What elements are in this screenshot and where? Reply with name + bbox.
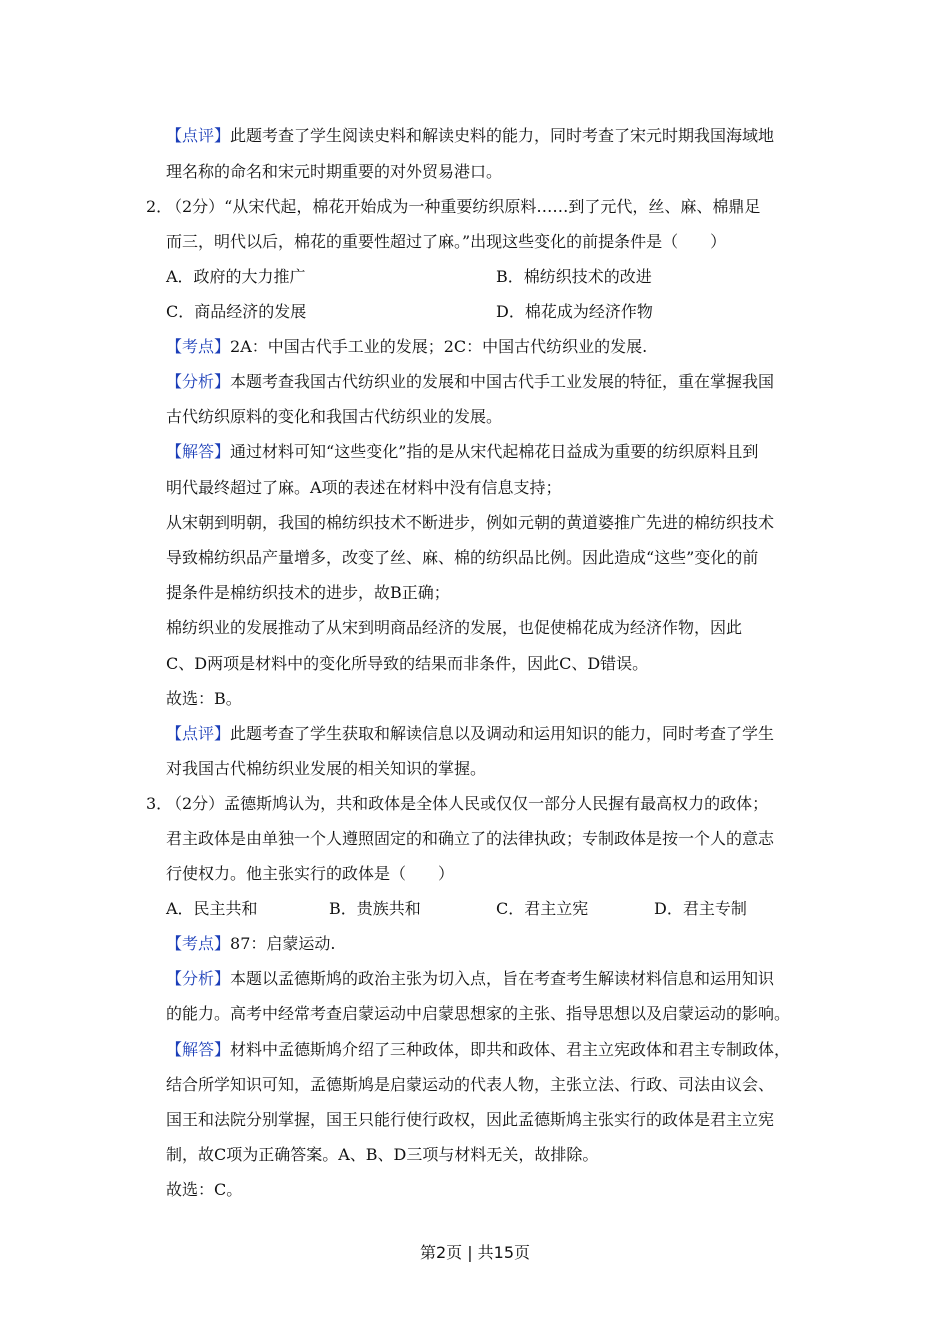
line-text: 通过材料可知“这些变化”指的是从宋代起棉花日益成为重要的纺织原料且到 [230, 442, 759, 461]
option-d: D．君主专制 [654, 899, 747, 918]
line-text: （2分）“从宋代起，棉花开始成为一种重要纺织原料……到了元代，丝、麻、棉鼎足 [166, 197, 761, 216]
section-line [166, 337, 816, 357]
line-text: C、D两项是材料中的变化所导致的结果而非条件，因此C、D错误。 [166, 654, 649, 673]
section-tag: 【分析】 [166, 372, 231, 391]
text-line [166, 1004, 816, 1024]
line-text: 的能力。高考中经常考查启蒙运动中启蒙思想家的主张、指导思想以及启蒙运动的影响。 [166, 1004, 791, 1023]
line-text: 故选：C。 [166, 1180, 243, 1199]
text-line [166, 1145, 816, 1165]
line-text: 结合所学知识可知，孟德斯鸠是启蒙运动的代表人物，主张立法、行政、司法由议会、 [166, 1075, 775, 1094]
section-line [166, 372, 816, 392]
line-text: 制，故C项为正确答案。A、B、D三项与材料无关，故排除。 [166, 1145, 599, 1164]
line-text: 行使权力。他主张实行的政体是（ ） [166, 864, 455, 883]
question-number: 2． [146, 197, 173, 216]
section-tag: 【点评】 [166, 724, 231, 743]
section-tag: 【分析】 [166, 969, 231, 988]
text-line [166, 548, 816, 568]
text-line [166, 513, 816, 533]
section-tag: 【考点】 [166, 934, 231, 953]
line-text: 故选：B。 [166, 689, 242, 708]
line-text: 对我国古代棉纺织业发展的相关知识的掌握。 [166, 759, 487, 778]
section-line [166, 724, 816, 744]
line-text: 87：启蒙运动. [230, 934, 336, 953]
line-text: 提条件是棉纺织技术的进步，故B正确； [166, 583, 450, 602]
section-line [166, 969, 816, 989]
text-line [166, 583, 816, 603]
text-line [166, 232, 816, 252]
line-text: 导致棉纺织品产量增多，改变了丝、麻、棉的纺织品比例。因此造成“这些”变化的前 [166, 548, 759, 567]
option-c: C．商品经济的发展 [166, 302, 307, 321]
option-b: B．贵族共和 [329, 899, 421, 918]
text-line [166, 1110, 816, 1130]
line-text: 从宋朝到明朝，我国的棉纺织技术不断进步，例如元朝的黄道婆推广先进的棉纺织技术 [166, 513, 775, 532]
page-footer: 第2页 | 共15页 [419, 1243, 531, 1262]
section-line [166, 442, 816, 462]
line-text: 明代最终超过了麻。A项的表述在材料中没有信息支持； [166, 478, 562, 497]
option-a: A．民主共和 [166, 899, 258, 918]
text-line [166, 689, 816, 709]
section-line [166, 1040, 816, 1060]
section-tag: 【点评】 [166, 126, 231, 145]
text-line [166, 407, 816, 427]
text-line [166, 864, 816, 884]
line-text: 材料中孟德斯鸠介绍了三种政体，即共和政体、君主立宪政体和君主专制政体， [230, 1040, 791, 1059]
line-text: 此题考查了学生阅读史料和解读史料的能力，同时考查了宋元时期我国海域地 [230, 126, 775, 145]
option-d: D．棉花成为经济作物 [496, 302, 653, 321]
line-text: 君主政体是由单独一个人遵照固定的和确立了的法律执政；专制政体是按一个人的意志 [166, 829, 775, 848]
text-line [166, 618, 816, 638]
text-line [166, 1075, 816, 1095]
line-text: 此题考查了学生获取和解读信息以及调动和运用知识的能力，同时考查了学生 [230, 724, 775, 743]
option-b: B．棉纺织技术的改进 [496, 267, 652, 286]
option-a: A．政府的大力推广 [166, 267, 306, 286]
section-tag: 【考点】 [166, 337, 231, 356]
section-tag: 【解答】 [166, 1040, 231, 1059]
question-line [146, 794, 816, 814]
line-text: （2分）孟德斯鸠认为，共和政体是全体人民或仅仅一部分人民握有最高权力的政体； [166, 794, 769, 813]
line-text: 国王和法院分别掌握，国王只能行使行政权，因此孟德斯鸠主张实行的政体是君主立宪 [166, 1110, 775, 1129]
line-text: 理名称的命名和宋元时期重要的对外贸易港口。 [166, 162, 503, 181]
section-tag: 【解答】 [166, 442, 231, 461]
text-line [166, 478, 816, 498]
text-line [166, 1180, 816, 1200]
line-text: 本题以孟德斯鸠的政治主张为切入点，旨在考查考生解读材料信息和运用知识 [230, 969, 775, 988]
line-text: 2A：中国古代手工业的发展；2C：中国古代纺织业的发展. [230, 337, 648, 356]
section-line [166, 126, 816, 146]
text-line [166, 162, 816, 182]
section-line [166, 934, 816, 954]
line-text: 古代纺织原料的变化和我国古代纺织业的发展。 [166, 407, 503, 426]
question-line [146, 197, 816, 217]
line-text: 本题考查我国古代纺织业的发展和中国古代手工业发展的特征，重在掌握我国 [230, 372, 775, 391]
line-text: 棉纺织业的发展推动了从宋到明商品经济的发展，也促使棉花成为经济作物，因此 [166, 618, 743, 637]
text-line [166, 759, 816, 779]
line-text: 而三，明代以后，棉花的重要性超过了麻。”出现这些变化的前提条件是（ ） [166, 232, 727, 251]
option-c: C．君主立宪 [496, 899, 589, 918]
text-line [166, 829, 816, 849]
text-line [166, 654, 816, 674]
question-number: 3． [146, 794, 173, 813]
